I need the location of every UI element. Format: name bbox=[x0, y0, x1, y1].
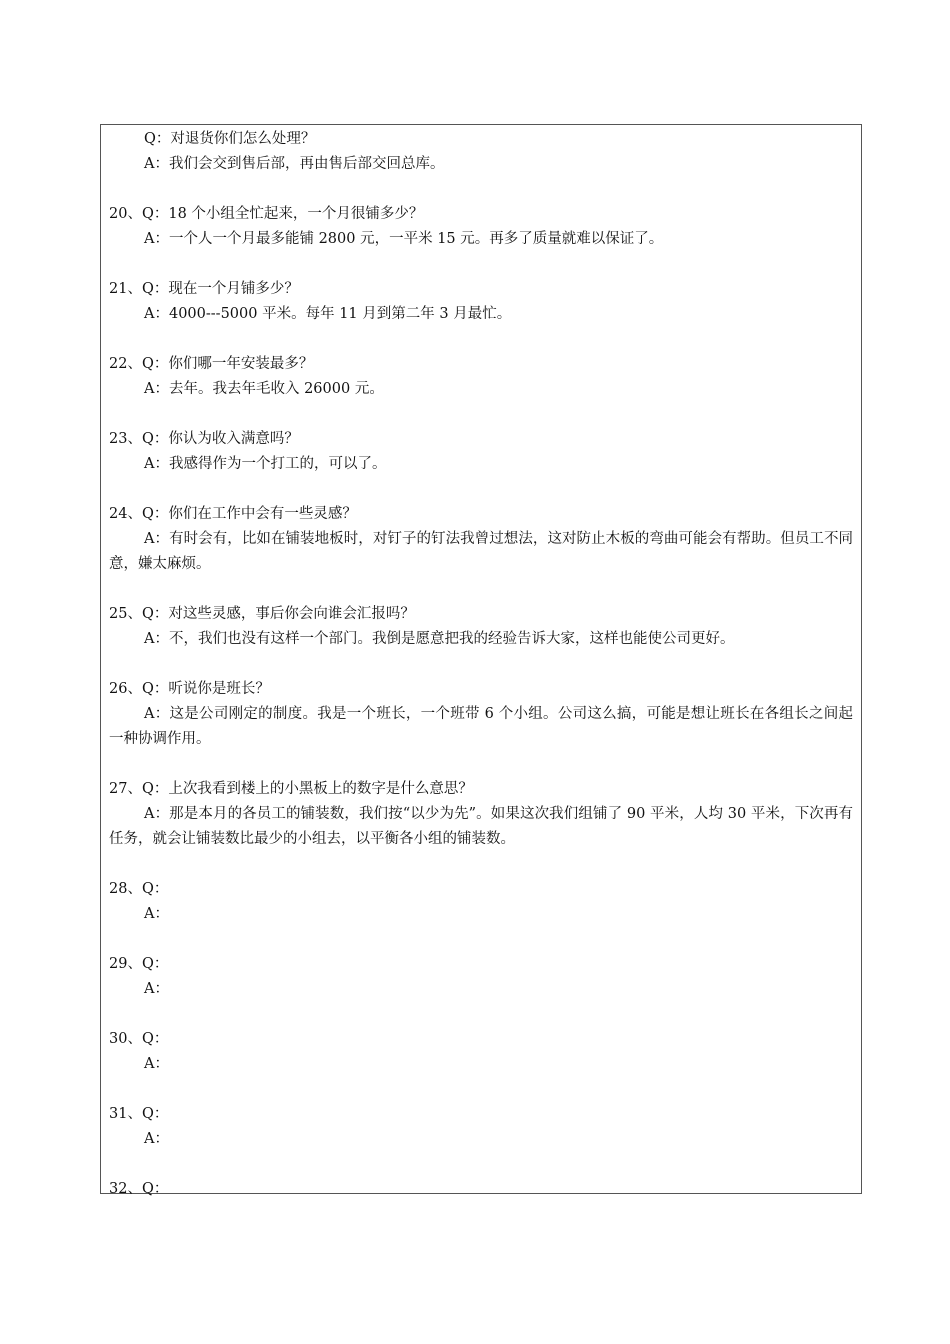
answer-31: A： bbox=[144, 1131, 169, 1147]
question-26: 26、Q：听说你是班长？ bbox=[109, 681, 270, 697]
answer-29: A： bbox=[144, 981, 169, 997]
answer-30: A： bbox=[144, 1056, 169, 1072]
question-20: 20、Q：18 个小组全忙起来，一个月很铺多少？ bbox=[109, 206, 424, 222]
question-21: 21、Q：现在一个月铺多少？ bbox=[109, 281, 299, 297]
answer-25: A：不，我们也没有这样一个部门。我倒是愿意把我的经验告诉大家，这样也能使公司更好。 bbox=[144, 631, 735, 647]
answer-22: A：去年。我去年毛收入 26000 元。 bbox=[144, 381, 384, 397]
question-22: 22、Q：你们哪一年安装最多？ bbox=[109, 356, 314, 372]
question-25: 25、Q：对这些灵感，事后你会向谁会汇报吗？ bbox=[109, 606, 415, 622]
interview-table-cell bbox=[100, 124, 862, 1197]
question-31: 31、Q： bbox=[109, 1106, 169, 1122]
answer-23: A：我感得作为一个打工的，可以了。 bbox=[144, 456, 387, 472]
question-30: 30、Q： bbox=[109, 1031, 169, 1047]
answer-26: A：这是公司刚定的制度。我是一个班长，一个班带 6 个小组。公司这么搞，可能是想让班长在各组长之间起一种协调作用。 bbox=[109, 706, 853, 747]
question-28: 28、Q： bbox=[109, 881, 169, 897]
answer-21: A：4000---5000 平米。每年 11 月到第二年 3 月最忙。 bbox=[144, 306, 512, 322]
question-32: 32、Q： bbox=[109, 1181, 169, 1197]
answer-28: A： bbox=[144, 906, 169, 922]
answer-20: A：一个人一个月最多能铺 2800 元，一平米 15 元。再多了质量就难以保证了。 bbox=[144, 231, 664, 247]
answer-27: A：那是本月的各员工的铺装数，我们按“以少为先”。如果这次我们组铺了 90 平米，人均 30 平米，下次再有任务，就会让铺装数比最少的小组去，以平衡各小组的铺装数。 bbox=[109, 806, 853, 847]
answer-24: A：有时会有，比如在铺装地板时，对钉子的钉法我曾过想法，这对防止木板的弯曲可能会有帮助。但员工不同意，嫌太麻烦。 bbox=[109, 531, 853, 572]
question-24: 24、Q：你们在工作中会有一些灵感？ bbox=[109, 506, 357, 522]
question-23: 23、Q：你认为收入满意吗？ bbox=[109, 431, 299, 447]
interview-content bbox=[109, 127, 853, 1202]
question-intro: Q：对退货你们怎么处理？ bbox=[144, 131, 316, 147]
question-27: 27、Q：上次我看到楼上的小黑板上的数字是什么意思？ bbox=[109, 781, 473, 797]
question-29: 29、Q： bbox=[109, 956, 169, 972]
answer-intro: A：我们会交到售后部，再由售后部交回总库。 bbox=[144, 156, 445, 172]
